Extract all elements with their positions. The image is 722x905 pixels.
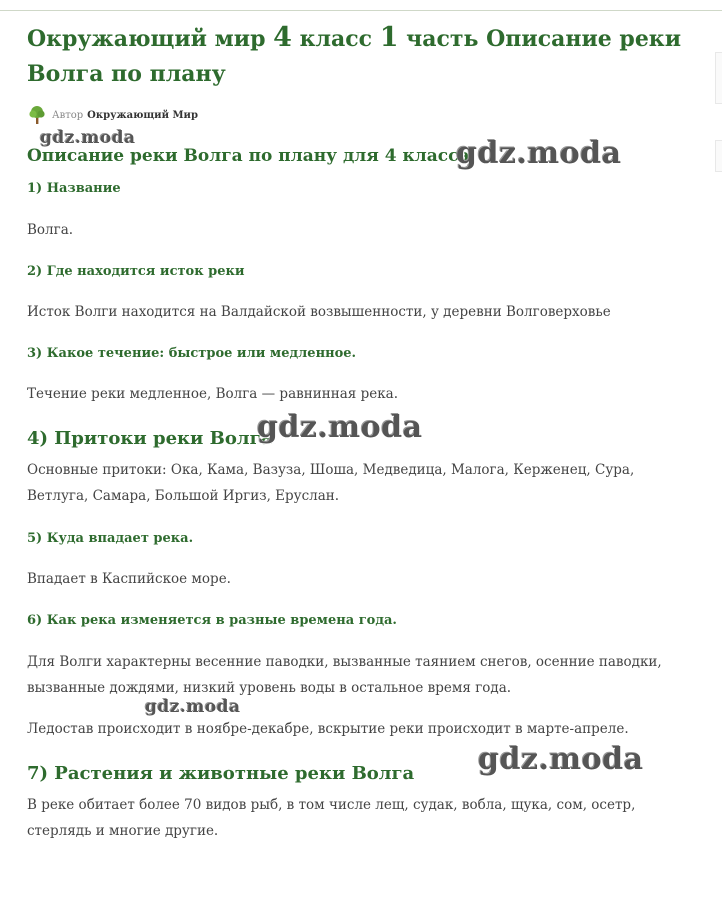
answer-flora-fauna-line: В реке обитает более 70 видов рыб, в том числе лещ, судак, вобла, щука, сом, осетр, — [27, 797, 636, 813]
answer-seasons-line: Ледостав происходит в ноябре-декабре, вскрытие реки происходит в марте-апреле. — [27, 721, 629, 737]
sidebar-edge-panel[interactable] — [715, 140, 722, 172]
title-grade-number: 4 — [273, 22, 292, 53]
question-seasons: 6) Как река изменяется в разные времена года. — [27, 613, 397, 628]
title-part-number: 1 — [379, 22, 399, 53]
watermark: gdz.moda — [456, 136, 622, 171]
tree-icon — [27, 105, 47, 125]
answer-tributaries-line: Основные притоки: Ока, Кама, Вазуза, Шоша, Медведица, Малога, Керженец, Сура, — [27, 462, 635, 478]
answer-tributaries-line: Ветлуга, Самара, Большой Иргиз, Еруслан. — [27, 488, 340, 504]
heading-flora-fauna: 7) Растения и животные реки Волга — [27, 763, 415, 784]
answer-current: Течение реки медленное, Волга — равнинная река. — [27, 386, 398, 402]
answer-seasons-line: вызванные дождями, низкий уровень воды в остальное время года. — [27, 680, 512, 696]
page-title — [27, 20, 687, 92]
author-row — [27, 104, 198, 126]
watermark: gdz.moda — [257, 410, 423, 445]
article-heading: Описание реки Волга по плану для 4 класса — [27, 146, 470, 166]
question-name: 1) Название — [27, 181, 121, 196]
answer-source: Исток Волги находится на Валдайской возвышенности, у деревни Волговерховье — [27, 304, 611, 320]
answer-seasons-line: Для Волги характерны весенние паводки, вызванные таянием снегов, осенние паводки, — [27, 654, 662, 670]
answer-mouth: Впадает в Каспийское море. — [27, 571, 231, 587]
author-label: Автор — [52, 109, 84, 121]
question-current: 3) Какое течение: быстрое или медленное. — [27, 346, 357, 361]
sidebar-edge-panel[interactable] — [715, 52, 722, 104]
heading-tributaries: 4) Притоки реки Волга — [27, 428, 273, 449]
question-source: 2) Где находится исток реки — [27, 264, 245, 279]
watermark: gdz.moda — [40, 128, 136, 148]
author-name[interactable]: Окружающий Мир — [87, 109, 198, 121]
watermark: gdz.moda — [478, 742, 644, 777]
answer-name: Волга. — [27, 222, 74, 238]
answer-flora-fauna-line: стерлядь и многие другие. — [27, 823, 219, 839]
watermark: gdz.moda — [145, 697, 241, 717]
title-part: часть Описание реки Волга по плану — [27, 26, 682, 87]
title-part: класс — [291, 26, 380, 52]
top-divider — [0, 10, 722, 11]
question-mouth: 5) Куда впадает река. — [27, 531, 194, 546]
title-part: Окружающий мир — [27, 26, 274, 52]
